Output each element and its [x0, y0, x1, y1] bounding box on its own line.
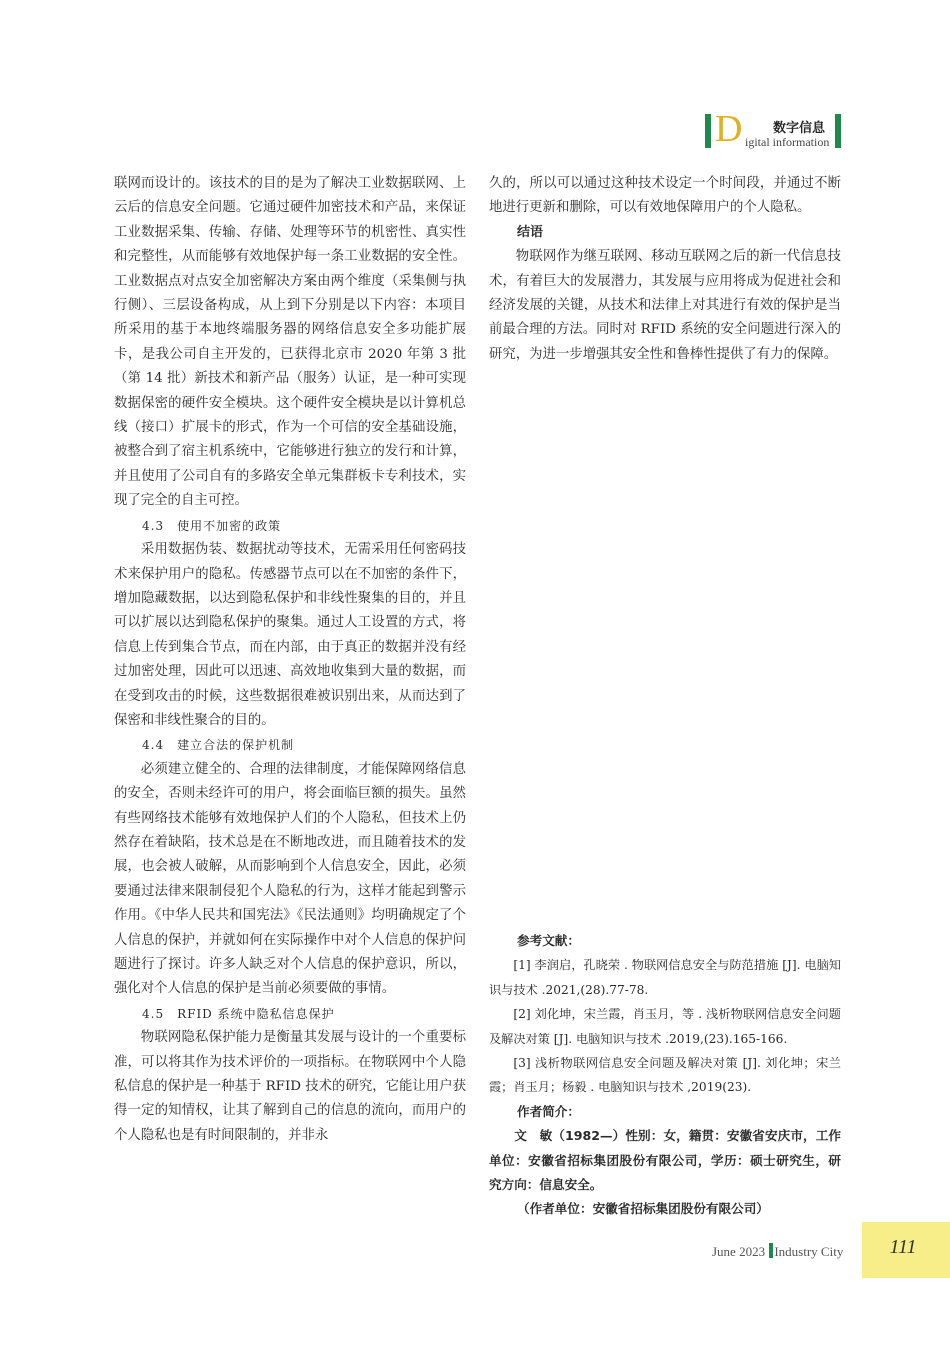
- page-number-box: [862, 1222, 950, 1278]
- logo-right-bar: [835, 114, 841, 148]
- section-heading-4-5: 4.5 RFID 系统中隐私信息保护: [142, 1006, 335, 1021]
- footer-date: June 2023: [712, 1244, 766, 1259]
- logo-left-bar: [705, 114, 711, 148]
- author-bio: 文 敏（1982—）性别：女，籍贯：安徽省安庆市，工作单位：安徽省招标集团股份有限公司，学历：硕士研究生，研究方向：信息安全。: [489, 1128, 841, 1193]
- conclusion-heading: 结语: [517, 224, 544, 240]
- paragraph: 必须建立健全的、合理的法律制度，才能保障网络信息的安全，否则未经许可的用户，将会面临巨额的损失。虽然有些网络技术能够有效地保护人们的个人隐私，但技术上仍然存在着缺陷，技术总是在不断地改进，而且随着技术的发展，也会被人破解，从而影响到个人信息安全，因此，必须要通过法律来限制侵犯个人隐私的行为，这样才能起到警示作用。《中华人民共和国宪法》《民法通则》均明确规定了个人信息的保护，并就如何在实际操作中对个人信息的保护问题进行了探讨。许多人缺乏对个人信息的保护意识，所以，强化对个人信息的保护是当前必须要做的事情。: [114, 761, 466, 997]
- reference-item: [2] 刘化坤，宋兰霞，肖玉月，等 . 浅析物联网信息安全问题及解决对策 [J]. 电脑知识与技术 .2019,(23).165-166.: [489, 1007, 841, 1046]
- references-section: [489, 929, 841, 1222]
- section-subtitle: igital information: [745, 135, 830, 149]
- section-heading-4-4: 4.4 建立合法的保护机制: [142, 738, 295, 753]
- footer-divider: [769, 1243, 773, 1258]
- author-unit: （作者单位：安徽省招标集团股份有限公司）: [517, 1201, 769, 1217]
- right-column: [489, 172, 841, 367]
- paragraph: 久的，所以可以通过这种技术设定一个时间段，并通过不断地进行更新和删除，可以有效地保障用户的个人隐私。: [489, 176, 841, 216]
- section-heading-4-3: 4.3 使用不加密的政策: [142, 518, 282, 533]
- paragraph: 物联网作为继互联网、移动互联网之后的新一代信息技术，有着巨大的发展潜力，其发展与应用将成为促进社会和经济发展的关键，从技术和法律上对其进行有效的保护是当前最合理的方法。同时对 RFID 系统的安全问题进行深入的研究，为进一步增强其安全性和鲁棒性提供了有力的保障。: [489, 249, 841, 362]
- paragraph: 联网而设计的。该技术的目的是为了解决工业数据联网、上云后的信息安全问题。它通过硬件加密技术和产品，来保证工业数据采集、传输、存储、处理等环节的机密性、真实性和完整性，从而能够有效地保护每一条工业数据的安全性。工业数据点对点安全加密解决方案由两个维度（采集侧与执行侧）、三层设备构成，从上到下分别是以下内容：本项目所采用的基于本地终端服务器的网络信息安全多功能扩展卡，是我公司自主开发的，已获得北京市 2020 年第 3 批（第 14 批）新技术和新产品（服务）认证，是一种可实现数据保密的硬件安全模块。这个硬件安全模块是以计算机总线（接口）扩展卡的形式，作为一个可信的安全基础设施，被整合到了宿主机系统中，它能够进行独立的发行和计算，并且使用了公司自有的多路安全单元集群板卡专利技术，实现了完全的自主可控。: [114, 176, 466, 509]
- section-title: 数字信息: [773, 121, 826, 136]
- references-heading: 参考文献：: [517, 933, 580, 948]
- paragraph: 物联网隐私保护能力是衡量其发展与设计的一个重要标准，可以将其作为技术评价的一项指标。在物联网中个人隐私信息的保护是一种基于 RFID 技术的研究，它能让用户获得一定的知情权，让其了解到自己的信息的流向，而用户的个人隐私也是有时间限制的，并非永: [114, 1030, 466, 1143]
- author-heading: 作者简介：: [517, 1103, 580, 1119]
- footer-journal: Industry City: [774, 1244, 844, 1259]
- paragraph: 采用数据伪装、数据扰动等技术，无需采用任何密码技术来保护用户的隐私。传感器节点可以在不加密的条件下，增加隐藏数据，以达到隐私保护和非线性聚集的目的，并且可以扩展以达到隐私保护的聚集。通过人工设置的方式，将信息上传到集合节点，而在内部，由于真正的数据并没有经过加密处理，因此可以迅速、高效地收集到大量的数据，而在受到攻击的时候，这些数据很难被识别出来，从而达到了保密和非线性聚合的目的。: [114, 542, 466, 728]
- page-number: 111: [889, 1236, 917, 1258]
- logo-letter: D: [715, 108, 743, 150]
- footer-journal-line: [712, 1243, 843, 1260]
- reference-item: [3] 浅析物联网信息安全问题及解决对策 [J]. 刘化坤；宋兰霞；肖玉月；杨毅 . 电脑知识与技术 ,2019(23).: [489, 1056, 841, 1095]
- left-column: [114, 172, 466, 1148]
- reference-item: [1] 李润启，孔晓荣 . 物联网信息安全与防范措施 [J]. 电脑知识与技术 .2021,(28).77-78.: [489, 958, 841, 997]
